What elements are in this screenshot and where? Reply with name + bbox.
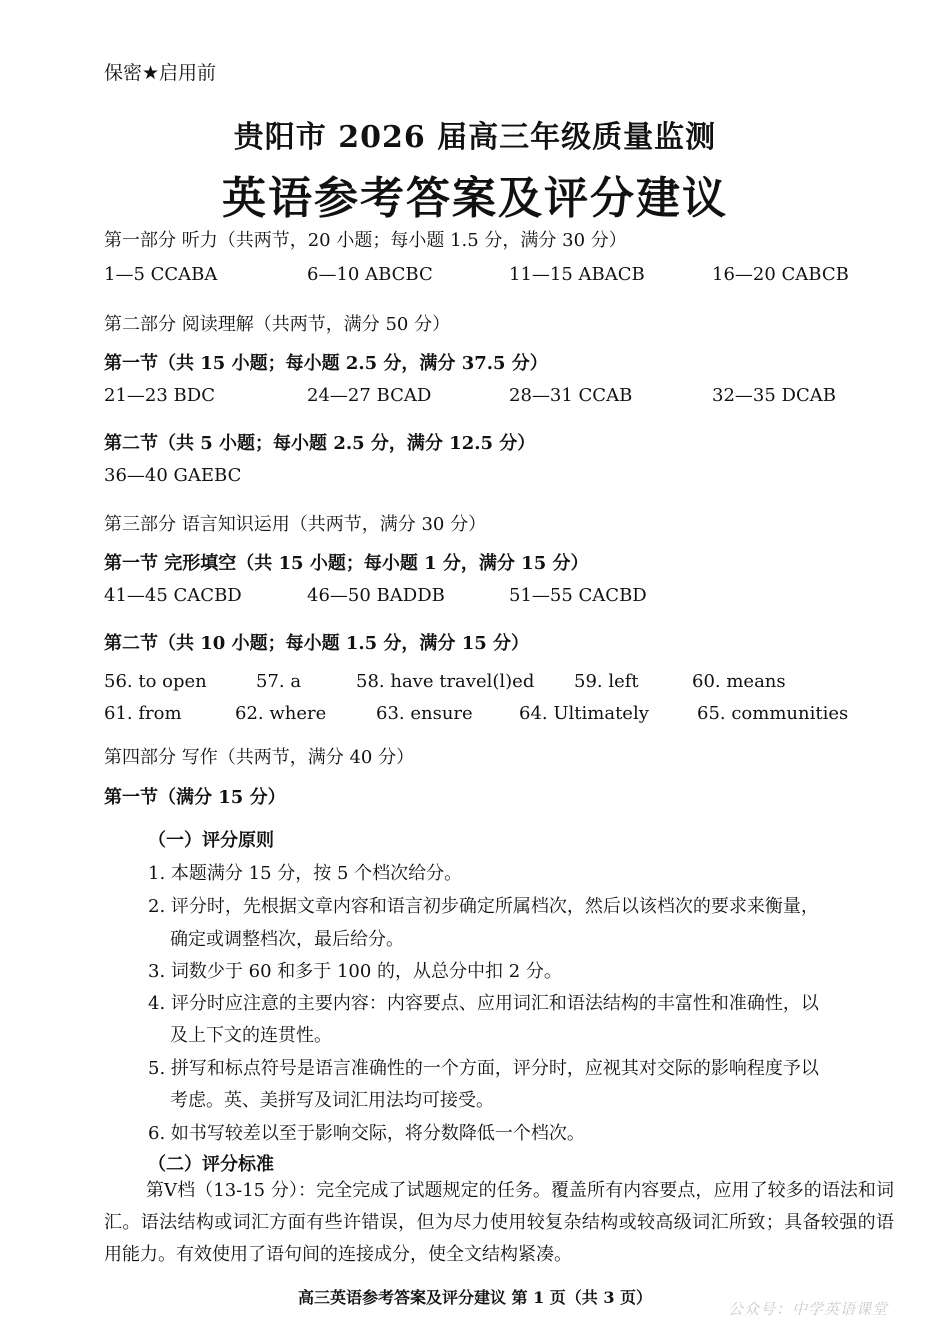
fill-answer: 60. means <box>692 671 786 692</box>
confidential-label: 保密★启用前 <box>104 62 217 84</box>
scoring-rule: 4. 评分时应注意的主要内容：内容要点、应用词汇和语法结构的丰富性和准确性，以 <box>148 993 819 1014</box>
fill-answer: 57. a <box>256 671 302 692</box>
exam-title: 贵阳市 2026 届高三年级质量监测 <box>233 120 717 155</box>
scoring-rule-cont: 确定或调整档次，最后给分。 <box>170 929 404 950</box>
fill-answer: 64. Ultimately <box>519 703 649 724</box>
fill-answer: 62. where <box>235 703 327 724</box>
scoring-rule: 1. 本题满分 15 分，按 5 个档次给分。 <box>148 863 463 884</box>
scoring-rule: 2. 评分时，先根据文章内容和语言初步确定所属档次，然后以该档次的要求来衡量， <box>148 896 819 917</box>
fill-answer: 61. from <box>104 703 182 724</box>
fill-answer: 58. have travel(l)ed <box>356 671 535 692</box>
answer-group: 51—55 CACBD <box>509 585 647 606</box>
answer-group: 24—27 BCAD <box>307 385 432 406</box>
answer-group: 21—23 BDC <box>104 385 215 406</box>
watermark: 公众号：中学英语课堂 <box>727 1300 888 1318</box>
fill-answer: 56. to open <box>104 671 207 692</box>
page-footer: 高三英语参考答案及评分建议 第 1 页（共 3 页） <box>297 1288 653 1307</box>
standards-paragraph: 第Ⅴ档（13-15 分）：完全完成了试题规定的任务。覆盖所有内容要点，应用了较多的语法和词汇。语法结构或词汇方面有些许错误，但为尽力使用较复杂结构或较高级词汇所致；具备较强的语用能力。有效使用了语句间的连接成分，使全文结构紧凑。 <box>104 1180 894 1265</box>
answer-group: 1—5 CCABA <box>104 264 218 285</box>
answer-group: 6—10 ABCBC <box>307 264 433 285</box>
principles-heading: （一）评分原则 <box>148 830 274 851</box>
part4-heading: 第四部分 写作（共两节，满分 40 分） <box>104 747 415 768</box>
scoring-rule: 5. 拼写和标点符号是语言准确性的一个方面，评分时，应视其对交际的影响程度予以 <box>148 1058 819 1079</box>
scoring-rule: 3. 词数少于 60 和多于 100 的，从总分中扣 2 分。 <box>148 961 562 982</box>
part3-sec1-heading: 第一节 完形填空（共 15 小题；每小题 1 分，满分 15 分） <box>104 553 589 574</box>
part2-sec2-heading: 第二节（共 5 小题；每小题 2.5 分，满分 12.5 分） <box>104 433 536 454</box>
answer-group: 36—40 GAEBC <box>104 465 242 486</box>
answer-group: 46—50 BADDB <box>307 585 445 606</box>
answer-group: 28—31 CCAB <box>509 385 633 406</box>
answer-group: 11—15 ABACB <box>509 264 645 285</box>
fill-answer: 59. left <box>574 671 639 692</box>
fill-answer: 63. ensure <box>376 703 473 724</box>
scoring-rule-cont: 考虑。英、美拼写及词汇用法均可接受。 <box>170 1090 494 1111</box>
scoring-rule: 6. 如书写较差以至于影响交际，将分数降低一个档次。 <box>148 1123 585 1144</box>
part2-heading: 第二部分 阅读理解（共两节，满分 50 分） <box>104 314 451 335</box>
fill-answer: 65. communities <box>697 703 849 724</box>
part3-heading: 第三部分 语言知识运用（共两节，满分 30 分） <box>104 514 487 535</box>
part1-heading: 第一部分 听力（共两节，20 小题；每小题 1.5 分，满分 30 分） <box>104 230 627 251</box>
standards-heading: （二）评分标准 <box>148 1154 274 1175</box>
part4-sec1-heading: 第一节（满分 15 分） <box>104 787 286 808</box>
document-title: 英语参考答案及评分建议 <box>222 173 728 224</box>
part3-sec2-heading: 第二节（共 10 小题；每小题 1.5 分，满分 15 分） <box>104 633 530 654</box>
answer-group: 32—35 DCAB <box>712 385 836 406</box>
part2-sec1-heading: 第一节（共 15 小题；每小题 2.5 分，满分 37.5 分） <box>104 353 548 374</box>
scoring-rule-cont: 及上下文的连贯性。 <box>170 1025 332 1046</box>
answer-group: 41—45 CACBD <box>104 585 242 606</box>
answer-group: 16—20 CABCB <box>712 264 849 285</box>
